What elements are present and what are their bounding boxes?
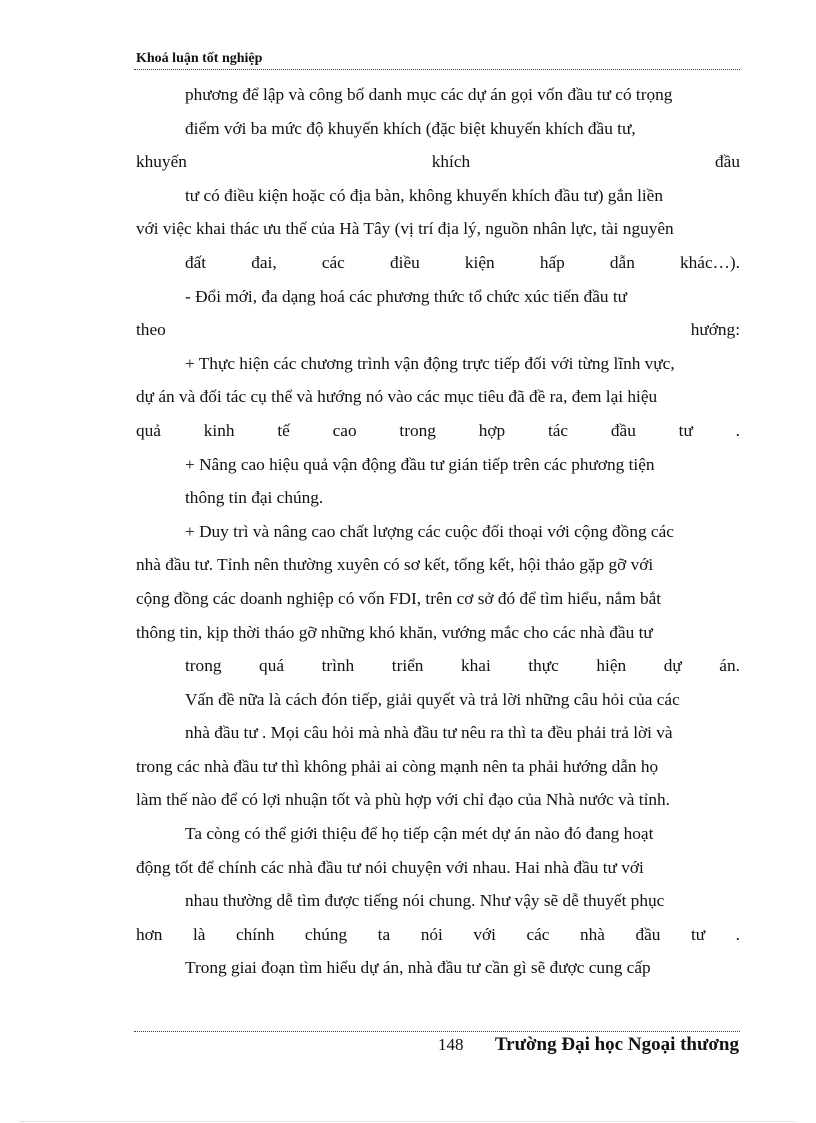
body-text bbox=[136, 78, 740, 985]
body-line: thông tin đại chúng. bbox=[185, 488, 324, 508]
body-word: khích bbox=[431, 152, 471, 172]
body-line: trong các nhà đầu tư thì không phải ai còng mạnh nên ta phải hướng dẫn họ bbox=[136, 756, 659, 776]
body-word: hợp bbox=[478, 420, 506, 440]
footer-divider bbox=[134, 1031, 740, 1032]
body-word: hơn bbox=[136, 924, 163, 944]
body-line bbox=[136, 145, 740, 179]
body-word: hấp bbox=[539, 252, 565, 272]
body-word: các bbox=[526, 924, 550, 944]
body-word: theo bbox=[136, 320, 166, 340]
body-line bbox=[136, 246, 740, 280]
body-line: Ta còng có thể giới thiệu để họ tiếp cận mét dự án nào đó đang hoạt bbox=[185, 824, 654, 844]
body-word: kinh bbox=[203, 420, 235, 440]
body-line: với việc khai thác ưu thế của Hà Tây (vị trí địa lý, nguồn nhân lực, tài nguyên bbox=[136, 219, 674, 239]
body-line: động tốt để chính các nhà đầu tư nói chuyện với nhau. Hai nhà đầu tư với bbox=[136, 857, 644, 877]
body-word: các bbox=[321, 252, 345, 272]
body-word: kiện bbox=[464, 252, 495, 272]
body-word: đầu bbox=[635, 924, 661, 944]
header-title: Khoá luận tốt nghiệp bbox=[136, 51, 263, 66]
body-line bbox=[136, 649, 740, 683]
body-line: làm thế nào để có lợi nhuận tốt và phù hợp với chỉ đạo của Nhà nước và tỉnh. bbox=[136, 790, 670, 810]
body-line: thông tin, kịp thời tháo gỡ những khó khăn, vướng mắc cho các nhà đầu tư bbox=[136, 622, 653, 642]
body-word: cao bbox=[332, 420, 357, 440]
page-number: 148 bbox=[438, 1035, 464, 1054]
body-line bbox=[136, 414, 740, 448]
body-line: Vấn đề nữa là cách đón tiếp, giải quyết và trả lời những câu hỏi của các bbox=[185, 689, 680, 709]
body-word: án. bbox=[719, 656, 740, 676]
body-line: nhà đầu tư . Mọi câu hỏi mà nhà đầu tư nêu ra thì ta đều phải trả lời và bbox=[185, 723, 673, 743]
body-word: ta bbox=[377, 924, 391, 944]
body-word: với bbox=[473, 924, 496, 944]
body-word: nhà bbox=[579, 924, 605, 944]
body-line: Trong giai đoạn tìm hiểu dự án, nhà đầu tư cần gì sẽ được cung cấp bbox=[185, 958, 651, 978]
body-word: đai, bbox=[251, 252, 277, 272]
body-word: chính bbox=[235, 924, 275, 944]
body-word: tế bbox=[277, 420, 290, 440]
body-word: là bbox=[192, 924, 206, 944]
body-line: nhau thường dễ tìm được tiếng nói chung. Như vậy sẽ dễ thuyết phục bbox=[185, 891, 665, 911]
body-line: nhà đầu tư. Tỉnh nên thường xuyên có sơ kết, tổng kết, hội thảo gặp gỡ với bbox=[136, 555, 654, 575]
body-word: nói bbox=[420, 924, 443, 944]
body-word: triển bbox=[391, 656, 424, 676]
body-line: cộng đồng các doanh nghiệp có vốn FDI, trên cơ sở đó để tìm hiểu, nắm bắt bbox=[136, 588, 662, 608]
body-word: thực bbox=[528, 656, 559, 676]
body-word: . bbox=[735, 420, 740, 440]
body-line: dự án và đối tác cụ thể và hướng nó vào các mục tiêu đã đề ra, đem lại hiệu bbox=[136, 387, 658, 407]
body-line: + Nâng cao hiệu quả vận động đầu tư gián tiếp trên các phương tiện bbox=[185, 454, 655, 474]
page-bottom-edge bbox=[20, 1121, 796, 1122]
body-line bbox=[136, 313, 740, 347]
body-word: dự bbox=[663, 656, 682, 676]
body-line: tư có điều kiện hoặc có địa bàn, không khuyến khích đầu tư) gắn liền bbox=[185, 185, 663, 205]
body-word: dẫn bbox=[609, 252, 635, 272]
body-word: tác bbox=[547, 420, 569, 440]
body-word: trong bbox=[185, 656, 222, 676]
body-line: - Đổi mới, đa dạng hoá các phương thức tổ chức xúc tiến đầu tư bbox=[185, 286, 628, 306]
body-word: khai bbox=[461, 656, 491, 676]
body-word: hướng: bbox=[690, 320, 740, 340]
body-line: + Duy trì và nâng cao chất lượng các cuộc đối thoại với cộng đồng các bbox=[185, 521, 674, 541]
body-word: đầu bbox=[610, 420, 636, 440]
body-word: khuyến bbox=[136, 152, 187, 172]
body-line: phương để lập và công bố danh mục các dự án gọi vốn đầu tư có trọng bbox=[185, 85, 673, 104]
body-line: + Thực hiện các chương trình vận động trực tiếp đối với từng lĩnh vực, bbox=[185, 353, 675, 373]
body-word: . bbox=[735, 924, 740, 944]
body-word: hiện bbox=[596, 656, 627, 676]
body-line: điểm với ba mức độ khuyến khích (đặc biệt khuyến khích đầu tư, bbox=[185, 118, 636, 138]
body-word: quả bbox=[136, 420, 161, 440]
body-line bbox=[136, 918, 740, 952]
body-word: trình bbox=[321, 656, 355, 676]
school-name: Trường Đại học Ngoại thương bbox=[494, 1034, 739, 1055]
body-word: điều bbox=[390, 252, 420, 272]
body-word: tư bbox=[690, 924, 706, 944]
body-word: trong bbox=[399, 420, 436, 440]
body-word: đất bbox=[185, 252, 207, 272]
header-divider bbox=[134, 69, 740, 70]
body-word: khác…). bbox=[680, 252, 740, 272]
body-word: đầu bbox=[715, 152, 740, 172]
body-word: chúng bbox=[304, 924, 348, 944]
body-word: quá bbox=[259, 656, 284, 676]
body-word: tư bbox=[678, 420, 693, 440]
